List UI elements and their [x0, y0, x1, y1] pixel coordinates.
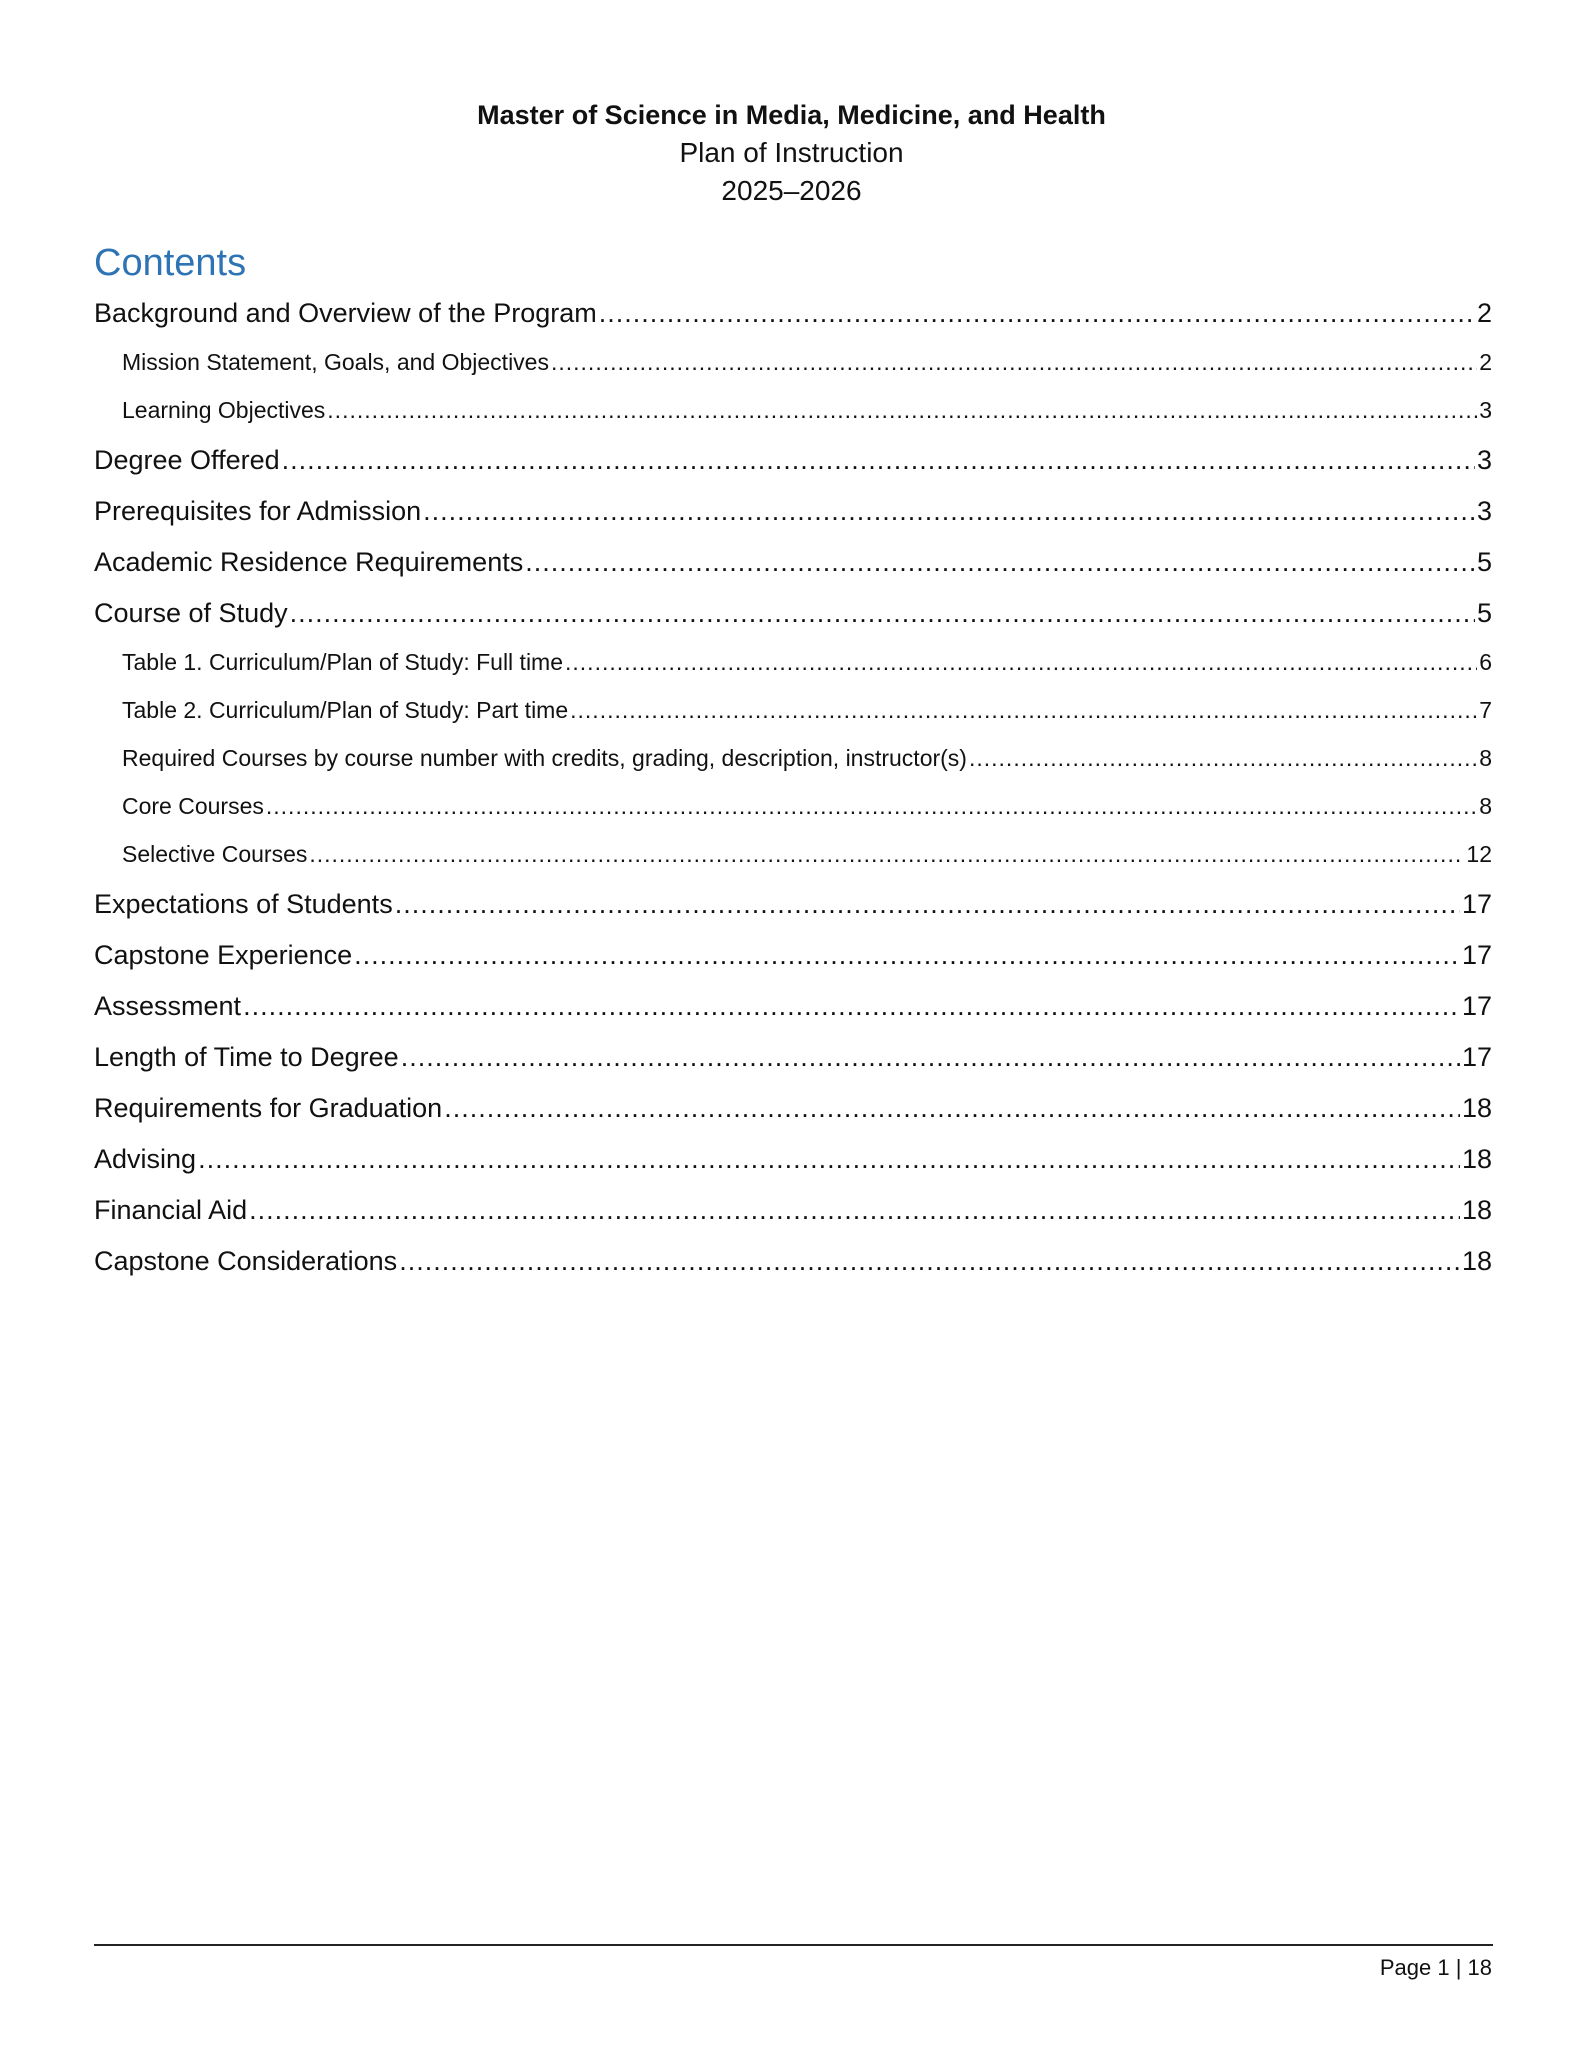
document-subtitle: Plan of Instruction	[679, 137, 904, 168]
toc-dot-leader	[282, 439, 1475, 481]
toc-dot-leader	[423, 490, 1475, 532]
toc-dot-leader	[399, 1240, 1460, 1282]
toc-subentry[interactable]	[94, 643, 1492, 691]
toc-entry[interactable]	[94, 592, 1492, 643]
toc-entry-page[interactable]: 2	[1476, 298, 1492, 328]
toc-entry-page[interactable]: 8	[1479, 745, 1492, 771]
toc-entry-page[interactable]: 7	[1479, 697, 1492, 723]
toc-entry[interactable]	[94, 1189, 1492, 1240]
toc-entry-page[interactable]: 8	[1479, 793, 1492, 819]
toc-subentry[interactable]	[94, 787, 1492, 835]
toc-subentry[interactable]	[94, 343, 1492, 391]
page-number: Page 1 | 18	[1379, 1955, 1492, 1980]
toc-dot-leader	[354, 934, 1460, 976]
toc-entry-page[interactable]: 17	[1461, 940, 1492, 970]
toc-entry-page[interactable]: 17	[1461, 1042, 1492, 1072]
toc-entry-page[interactable]: 3	[1476, 496, 1492, 526]
toc-entry-title[interactable]: Capstone Experience	[94, 940, 353, 970]
toc-entry-page[interactable]: 2	[1479, 349, 1492, 375]
toc-entry-title[interactable]: Mission Statement, Goals, and Objectives	[122, 349, 549, 375]
toc-dot-leader	[395, 883, 1460, 925]
toc-entry-title[interactable]: Core Courses	[122, 793, 264, 819]
toc-entry-title[interactable]: Advising	[94, 1144, 197, 1174]
toc-dot-leader	[290, 592, 1475, 634]
toc-entry-title[interactable]: Table 2. Curriculum/Plan of Study: Part time	[122, 697, 569, 723]
toc-entry-title[interactable]: Expectations of Students	[94, 889, 393, 919]
toc-entry-page[interactable]: 18	[1461, 1195, 1492, 1225]
toc-entry[interactable]	[94, 934, 1492, 985]
toc-entry[interactable]	[94, 292, 1492, 343]
toc-entry-page[interactable]: 5	[1476, 547, 1492, 577]
toc-entry-title[interactable]: Learning Objectives	[122, 397, 326, 423]
toc-entry-title[interactable]: Table 1. Curriculum/Plan of Study: Full time	[122, 649, 564, 675]
toc-subentry[interactable]	[94, 739, 1492, 787]
toc-dot-leader	[243, 985, 1460, 1027]
toc-entry-title[interactable]: Academic Residence Requirements	[94, 547, 524, 577]
toc-entry[interactable]	[94, 439, 1492, 490]
toc-entry[interactable]	[94, 1138, 1492, 1189]
toc-entry[interactable]	[94, 541, 1492, 592]
toc-dot-leader	[327, 391, 1477, 429]
toc-dot-leader	[565, 643, 1477, 681]
toc-entry-title[interactable]: Length of Time to Degree	[94, 1042, 399, 1072]
footer-divider	[94, 1944, 1493, 1946]
toc-entry-title[interactable]: Requirements for Graduation	[94, 1093, 443, 1123]
toc-entry-title[interactable]: Prerequisites for Admission	[94, 496, 422, 526]
toc-entry[interactable]	[94, 985, 1492, 1036]
toc-dot-leader	[401, 1036, 1460, 1078]
toc-dot-leader	[249, 1189, 1460, 1231]
toc-entry-page[interactable]: 18	[1461, 1093, 1492, 1123]
toc-dot-leader	[570, 691, 1477, 729]
toc-entry-title[interactable]: Financial Aid	[94, 1195, 248, 1225]
document-year: 2025–2026	[721, 175, 862, 206]
toc-entry-page[interactable]: 18	[1461, 1144, 1492, 1174]
toc-entry-page[interactable]: 6	[1479, 649, 1492, 675]
toc-entry-page[interactable]: 18	[1461, 1246, 1492, 1276]
toc-dot-leader	[309, 835, 1464, 873]
toc-dot-leader	[525, 541, 1475, 583]
toc-dot-leader	[444, 1087, 1460, 1129]
toc-entry[interactable]	[94, 1087, 1492, 1138]
toc-dot-leader	[266, 787, 1477, 825]
toc-subentry[interactable]	[94, 691, 1492, 739]
toc-entry[interactable]	[94, 490, 1492, 541]
toc-entry-page[interactable]: 5	[1476, 598, 1492, 628]
toc-entry-title[interactable]: Assessment	[94, 991, 242, 1021]
toc-entry-page[interactable]: 17	[1461, 991, 1492, 1021]
toc-dot-leader	[599, 292, 1475, 334]
document-header	[0, 96, 1583, 210]
toc-entry-page[interactable]: 3	[1476, 445, 1492, 475]
toc-subentry[interactable]	[94, 391, 1492, 439]
toc-entry-title[interactable]: Degree Offered	[94, 445, 280, 475]
toc-entry-title[interactable]: Course of Study	[94, 598, 288, 628]
toc-dot-leader	[551, 343, 1477, 381]
toc-subentry[interactable]	[94, 835, 1492, 883]
toc-entry-page[interactable]: 12	[1466, 841, 1492, 867]
toc-entry-title[interactable]: Background and Overview of the Program	[94, 298, 597, 328]
toc-entry[interactable]	[94, 1036, 1492, 1087]
toc-entry[interactable]	[94, 883, 1492, 934]
table-of-contents	[94, 292, 1492, 1291]
toc-dot-leader	[969, 739, 1477, 777]
toc-entry[interactable]	[94, 1240, 1492, 1291]
toc-entry-title[interactable]: Required Courses by course number with credits, grading, description, instructor(s)	[122, 745, 967, 771]
contents-heading: Contents	[94, 242, 247, 284]
document-title: Master of Science in Media, Medicine, and Health	[477, 100, 1106, 130]
toc-entry-page[interactable]: 17	[1461, 889, 1492, 919]
toc-entry-title[interactable]: Capstone Considerations	[94, 1246, 398, 1276]
toc-entry-page[interactable]: 3	[1479, 397, 1492, 423]
toc-dot-leader	[198, 1138, 1460, 1180]
toc-entry-title[interactable]: Selective Courses	[122, 841, 308, 867]
